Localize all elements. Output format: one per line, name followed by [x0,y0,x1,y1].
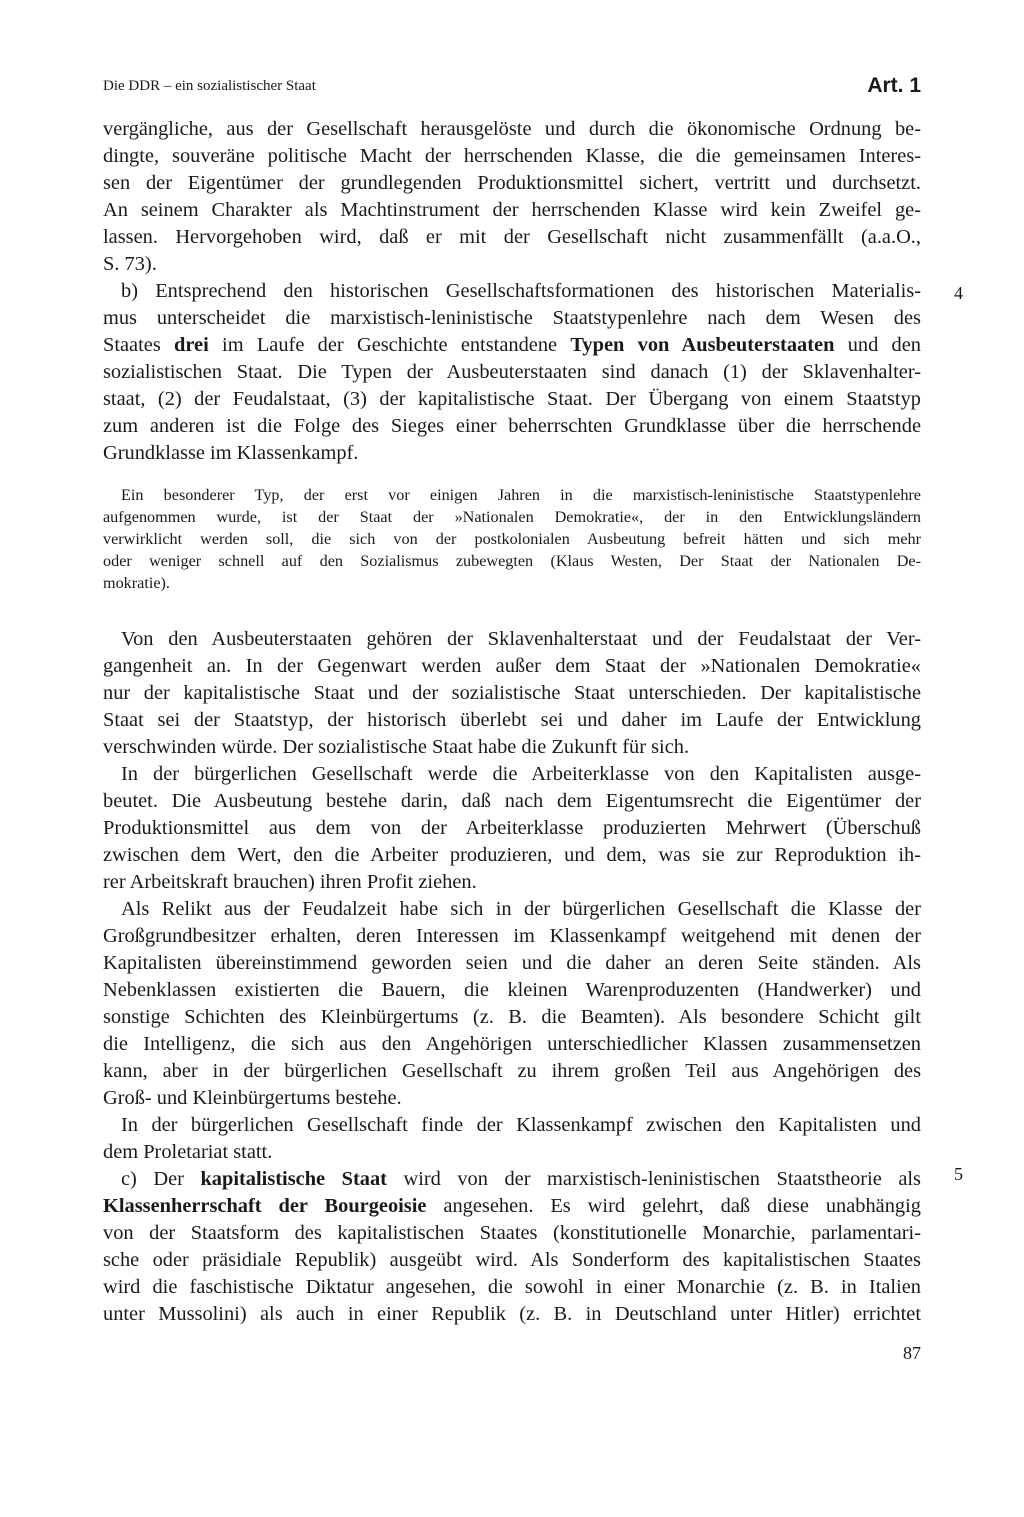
text-line: Produktionsmittel aus dem von der Arbeiterklasse produzierten Mehrwert (Überschuß [103,817,921,839]
text-line: mus unterscheidet die marxistisch-leninistische Staatstypenlehre nach dem Wesen des [103,307,921,329]
text-line: rer Arbeitskraft brauchen) ihren Profit ziehen. [103,871,477,893]
bold-term: Typen von Ausbeuterstaaten [570,334,835,356]
text-line: lassen. Hervorgehoben wird, daß er mit der Gesellschaft nicht zusammenfällt (a.a.O., [103,226,921,248]
text-line: vergängliche, aus der Gesellschaft herausgelöste und durch die ökonomische Ordnung be- [103,118,921,140]
note-line: Ein besonderer Typ, der erst vor einigen Jahren in die marxistisch-leninistische Staatstypenlehre [121,486,921,504]
bold-term: Klassenherrschaft der Bourgeoisie [103,1195,427,1217]
text-line: Grundklasse im Klassenkampf. [103,442,359,464]
text-line: wird die faschistische Diktatur angesehen, die sowohl in einer Monarchie (z. B. in Italien [103,1276,921,1298]
note-line: oder weniger schnell auf den Sozialismus zubewegten (Klaus Westen, Der Staat der Nationalen De- [103,552,921,570]
margin-number: 4 [954,283,963,303]
article-label: Art. 1 [867,74,921,97]
note-line: verwirklicht werden soll, die sich von der postkolonialen Ausbeutung befreit hätten und sich mehr [103,530,921,548]
text-line: gangenheit an. In der Gegenwart werden außer dem Staat der »Nationalen Demokratie« [103,655,921,677]
text-line: In der bürgerlichen Gesellschaft werde die Arbeiterklasse von den Kapitalisten ausge- [121,763,921,785]
text-line: die Intelligenz, die sich aus den Angehörigen unterschiedlicher Klassen zusammensetzen [103,1033,921,1055]
body-section-2 [103,626,921,1328]
text-line: unter Mussolini) als auch in einer Republik (z. B. in Deutschland unter Hitler) errichtet [103,1303,921,1325]
page-number: 87 [903,1343,921,1363]
body-section-1 [103,116,921,467]
text-line: sen der Eigentümer der grundlegenden Produktionsmittel sichert, vertritt und durchsetzt. [103,172,921,194]
text-line: Klassenherrschaft der Bourgeoisie angesehen. Es wird gelehrt, daß diese unabhängig [103,1195,921,1217]
text-line: Von den Ausbeuterstaaten gehören der Sklavenhalterstaat und der Feudalstaat der Ver- [121,628,921,650]
text-line: von der Staatsform des kapitalistischen Staates (konstitutionelle Monarchie, parlamentari- [103,1222,921,1244]
note-line: aufgenommen wurde, ist der Staat der »Nationalen Demokratie«, der in den Entwicklungsländern [103,508,921,526]
text-line: dingte, souveräne politische Macht der herrschenden Klasse, die die gemeinsamen Interes- [103,145,921,167]
text-line: An seinem Charakter als Machtinstrument der herrschenden Klasse wird kein Zweifel ge- [103,199,921,221]
text-line: Großgrundbesitzer erhalten, deren Interessen im Klassenkampf weitgehend mit denen der [103,925,921,947]
running-title: Die DDR – ein sozialistischer Staat [103,78,316,94]
text-line: beutet. Die Ausbeutung bestehe darin, daß nach dem Eigentumsrecht die Eigentümer der [103,790,921,812]
note-line: mokratie). [103,574,170,592]
bold-term: kapitalistische Staat [200,1168,387,1190]
text-line: zum anderen ist die Folge des Sieges einer beherrschten Grundklasse über die herrschende [103,415,921,437]
text-line: kann, aber in der bürgerlichen Gesellschaft zu ihrem großen Teil aus Angehörigen des [103,1060,921,1082]
text-line: verschwinden würde. Der sozialistische Staat habe die Zukunft für sich. [103,736,690,758]
text-line: nur der kapitalistische Staat und der sozialistische Staat unterschieden. Der kapitalistische [103,682,921,704]
text-line: Staat sei der Staatstyp, der historisch überlebt sei und daher im Laufe der Entwicklung [103,709,921,731]
text-line: Kapitalisten übereinstimmend geworden seien und die daher an deren Seite ständen. Als [103,952,921,974]
text-line: staat, (2) der Feudalstaat, (3) der kapitalistische Staat. Der Übergang von einem Staatstyp [103,388,921,410]
text-line: c) Der kapitalistische Staat wird von der marxistisch-leninistischen Staatstheorie als [121,1168,921,1190]
text-line: b) Entsprechend den historischen Gesellschaftsformationen des historischen Materialis- [121,280,921,302]
margin-number: 5 [954,1164,963,1184]
text-line: In der bürgerlichen Gesellschaft finde der Klassenkampf zwischen den Kapitalisten und [121,1114,921,1136]
text-line: zwischen dem Wert, den die Arbeiter produzieren, und dem, was sie zur Reproduktion ih- [103,844,921,866]
text-line: S. 73). [103,253,157,275]
text-line: dem Proletariat statt. [103,1141,273,1163]
note-block [103,484,921,594]
text-line: Nebenklassen existierten die Bauern, die kleinen Warenproduzenten (Handwerker) und [103,979,921,1001]
text-line: sche oder präsidiale Republik) ausgeübt wird. Als Sonderform des kapitalistischen Staates [103,1249,921,1271]
text-line: Als Relikt aus der Feudalzeit habe sich in der bürgerlichen Gesellschaft die Klasse der [121,898,921,920]
page-header [103,74,921,104]
text-line: Groß- und Kleinbürgertums bestehe. [103,1087,402,1109]
text-line: sozialistischen Staat. Die Typen der Ausbeuterstaaten sind danach (1) der Sklavenhalter- [103,361,921,383]
bold-term: drei [174,334,209,356]
text-line: sonstige Schichten des Kleinbürgertums (z. B. die Beamten). Als besondere Schicht gilt [103,1006,921,1028]
text-line: Staates drei im Laufe der Geschichte entstandene Typen von Ausbeuterstaaten und den [103,334,921,356]
